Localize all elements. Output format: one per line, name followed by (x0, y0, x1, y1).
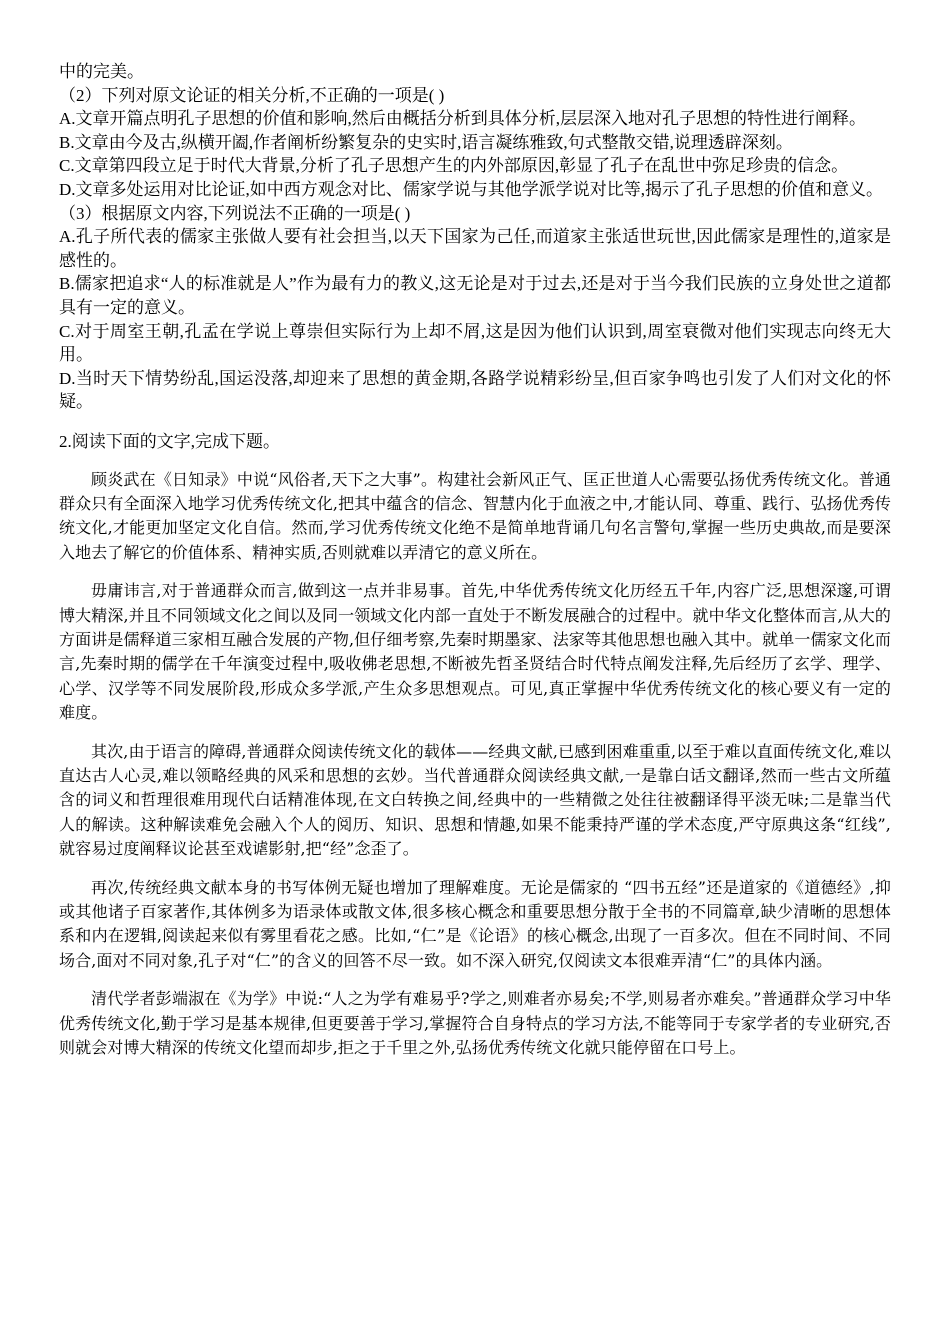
question-3 (59, 202, 891, 414)
passage-paragraph: 顾炎武在《日知录》中说“风俗者,天下之大事”。构建社会新风正气、匡正世道人心需要弘扬优秀传统文化。普通群众只有全面深入地学习优秀传统文化,把其中蕴含的信念、智慧内化于血液之中,才能认同、尊重、践行、弘扬优秀传统文化,才能更加坚定文化自信。然而,学习优秀传统文化绝不是简单地背诵几句名言警句,掌握一些历史典故,而是要深入地去了解它的价值体系、精神实质,否则就难以弄清它的意义所在。 (59, 469, 891, 562)
question-2-option-c: C.文章第四段立足于时代大背景,分析了孔子思想产生的内外部原因,彰显了孔子在乱世中弥足珍贵的信念。 (59, 156, 849, 176)
question-2-stem: （2）下列对原文论证的相关分析,不正确的一项是( ) (59, 85, 445, 105)
passage-paragraph: 其次,由于语言的障碍,普通群众阅读传统文化的载体——经典文献,已感到困难重重,以至于难以直面传统文化,难以直达古人心灵,难以领略经典的风采和思想的玄妙。当代普通群众阅读经典文献,一是靠白话文翻译,然而一些古文所蕴含的词义和哲理很难用现代白话精准体现,在文白转换之间,经典中的一些精微之处往往被翻译得平淡无味;二是靠当代人的解读。这种解读难免会融入个人的阅历、知识、思想和情趣,如果不能秉持严谨的学术态度,严守原典这条“红线”,就容易过度阐释议论甚至戏谑影射,把“经”念歪了。 (59, 741, 891, 859)
q1-tail-text: 中的完美。 (59, 62, 144, 81)
question-3-option-b: B.儒家把追求“人的标准就是人”作为最有力的教义,这无论是对于过去,还是对于当今我们民族的立身处世之道都具有一定的意义。 (59, 274, 891, 317)
question-3-option-a: A.孔子所代表的儒家主张做人要有社会担当,以天下国家为己任,而道家主张适世玩世,因此儒家是理性的,道家是感性的。 (59, 227, 891, 270)
question-2 (59, 84, 891, 202)
question-3-stem: （3）根据原文内容,下列说法不正确的一项是( ) (59, 203, 411, 223)
reading-passage (59, 468, 891, 1061)
passage-paragraph: 清代学者彭端淑在《为学》中说:“人之为学有难易乎?学之,则难者亦易矣;不学,则易者亦难矣。”普通群众学习中华优秀传统文化,勤于学习是基本规律,但更要善于学习,掌握符合自身特点的学习方法,不能等同于专家学者的专业研究,否则就会对博大精深的传统文化望而却步,拒之于千里之外,弘扬优秀传统文化就只能停留在口号上。 (59, 989, 891, 1058)
question-3-option-c: C.对于周室王朝,孔孟在学说上尊崇但实际行为上却不屑,这是因为他们认识到,周室衰微对他们实现志向终无大用。 (59, 321, 891, 365)
question-2-option-a: A.文章开篇点明孔子思想的价值和影响,然后由概括分析到具体分析,层层深入地对孔子思想的特性进行阐释。 (59, 109, 867, 129)
question-3-option-d: D.当时天下情势纷乱,国运没落,却迎来了思想的黄金期,各路学说精彩纷呈,但百家争鸣也引发了人们对文化的怀疑。 (59, 368, 891, 412)
passage-paragraph: 再次,传统经典文献本身的书写体例无疑也增加了理解难度。无论是儒家的 “四书五经”还是道家的《道德经》,抑或其他诸子百家著作,其体例多为语录体或散文体,很多核心概念和重要思想分散于全书的不同篇章,缺少清晰的思想体系和内在逻辑,阅读起来似有雾里看花之感。比如,“仁”是《论语》的核心概念,出现了一百多次。但在不同时间、不同场合,面对不同对象,孔子对“仁”的含义的回答不尽一致。如不深入研究,仅阅读文本很难弄清“仁”的具体内涵。 (59, 877, 891, 970)
question-2-option-d: D.文章多处运用对比论证,如中西方观念对比、儒家学说与其他学派学说对比等,揭示了孔子思想的价值和意义。 (59, 179, 884, 199)
question-2-option-b: B.文章由今及古,纵横开阖,作者阐析纷繁复杂的史实时,语言凝练雅致,句式整散交错,说理透辟深刻。 (59, 132, 793, 152)
passage-paragraph: 毋庸讳言,对于普通群众而言,做到这一点并非易事。首先,中华优秀传统文化历经五千年,内容广泛,思想深邃,可谓博大精深,并且不同领域文化之间以及同一领域文化内部一直处于不断发展融合的过程中。就中华文化整体而言,从大的方面讲是儒释道三家相互融合发展的产物,但仔细考察,先秦时期墨家、法家等其他思想也融入其中。就单一儒家文化而言,先秦时期的儒学在千年演变过程中,吸收佛老思想,不断被先哲圣贤结合时代特点阐发注释,先后经历了玄学、理学、心学、汉学等不同发展阶段,形成众多学派,产生众多思想观点。可见,真正掌握中华优秀传统文化的核心要义有一定的难度。 (59, 581, 891, 723)
section-2-heading: 2.阅读下面的文字,完成下题。 (59, 431, 280, 451)
